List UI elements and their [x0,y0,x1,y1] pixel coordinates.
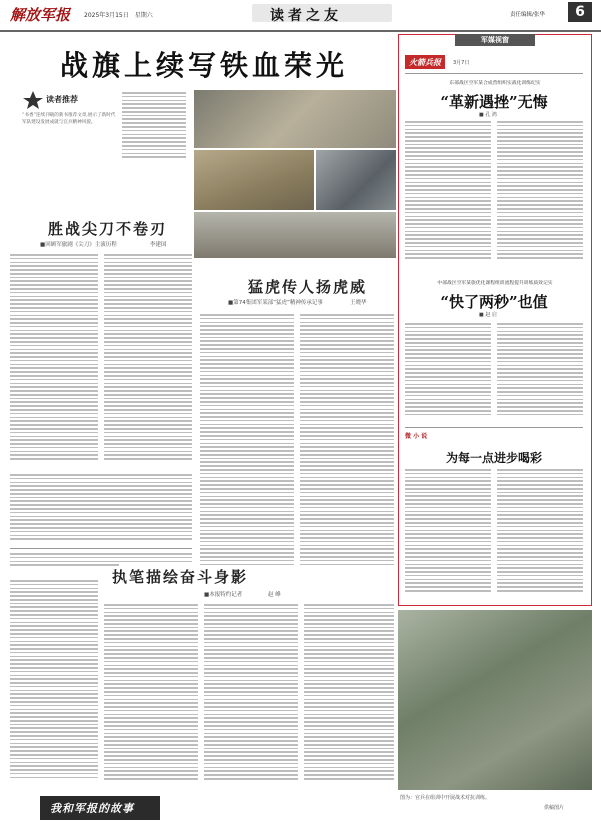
newspaper-logo: 解放军报 [10,6,71,24]
right-article1-col2 [497,121,583,269]
article2-title: 猛虎传人扬虎威 [248,278,368,296]
article1-byline-right: ■ 孔 鸿 [479,112,497,118]
article1-col1 [10,254,98,470]
right-article3-col1 [405,469,491,599]
article1-title: 胜战尖刀不卷刃 [48,220,168,238]
article2-deck-right: 中部战区空军某旅优化课程组训流程提升训练质效记实 [437,281,553,286]
footer-banner-title: 我和军报的故事 [50,802,134,815]
right-article3-col2 [497,469,583,599]
page-header [0,0,601,32]
article1-bottom-text [10,474,192,544]
micro-story-tag: 微 小 说 [405,433,428,440]
right-article1-col1 [405,121,491,269]
photo-soldiers [398,610,592,790]
article3-col4 [304,604,394,790]
photo-rappel [316,150,396,210]
article2-title-right: “快了两秒”也值 [440,293,548,311]
section-title: 读者之友 [270,8,342,24]
recommend-label: 读者推荐 [46,95,78,104]
article3-deck: ■本报特约记者 [204,592,243,598]
recommend-block [22,90,116,160]
right-article2-col2 [497,323,583,423]
article1-col2 [104,254,192,470]
star-icon [22,90,44,110]
article3-col1 [10,580,98,790]
issue-date: 2025年3月15日 星期六 [84,12,153,19]
article1-deck-right: 东部战区空军某合成营组织实战化训练纪实 [449,81,541,86]
article2-byline-right: ■ 赵 启 [479,312,497,318]
article3-title-right: 为每一点进步喝彩 [445,451,542,465]
article3-title: 执笔描绘奋斗身影 [112,568,249,586]
page-number: 6 [568,2,592,22]
photo-caption: 图为：官兵在组训中开展战术对抗训练。 [400,795,491,801]
recommend-text [122,92,186,164]
divider-2 [405,427,583,428]
photo-pushups [194,90,396,148]
recommend-body: “书香”连续刊载的新书推荐文章,展示了新时代军队建设发展成就与官兵精神风貌。 [22,113,116,125]
article1-deck: ■回顾军旅剧《尖刀》主演历程 [40,242,117,248]
media-window-header: 军媒视窗 [455,34,535,46]
media-window-box [398,34,592,606]
article2-deck: ■第74集团军某部“猛虎”精神传承记事 [228,300,323,306]
editor-credit: 责任编辑/张华 [510,12,545,18]
photo-vehicles [194,150,314,210]
photo-portrait [194,212,396,258]
divider [405,73,583,74]
right-article2-col1 [405,323,491,423]
photo-credit: 供稿图片 [544,805,565,811]
article2-col2 [300,314,394,574]
source-date: 3月7日 [453,60,470,66]
article3-byline: 赵 峰 [268,592,281,598]
article2-col1 [200,314,294,574]
article3-col3 [204,604,298,790]
article2-byline: 王晓华 [350,300,367,306]
article1-byline: 李建国 [150,242,167,248]
source-logo: 火箭兵报 [405,55,445,69]
article3-col2 [104,604,198,790]
main-headline: 战旗上续写铁血荣光 [60,49,349,82]
article1-title-right: “革新遇挫”无悔 [440,93,548,111]
